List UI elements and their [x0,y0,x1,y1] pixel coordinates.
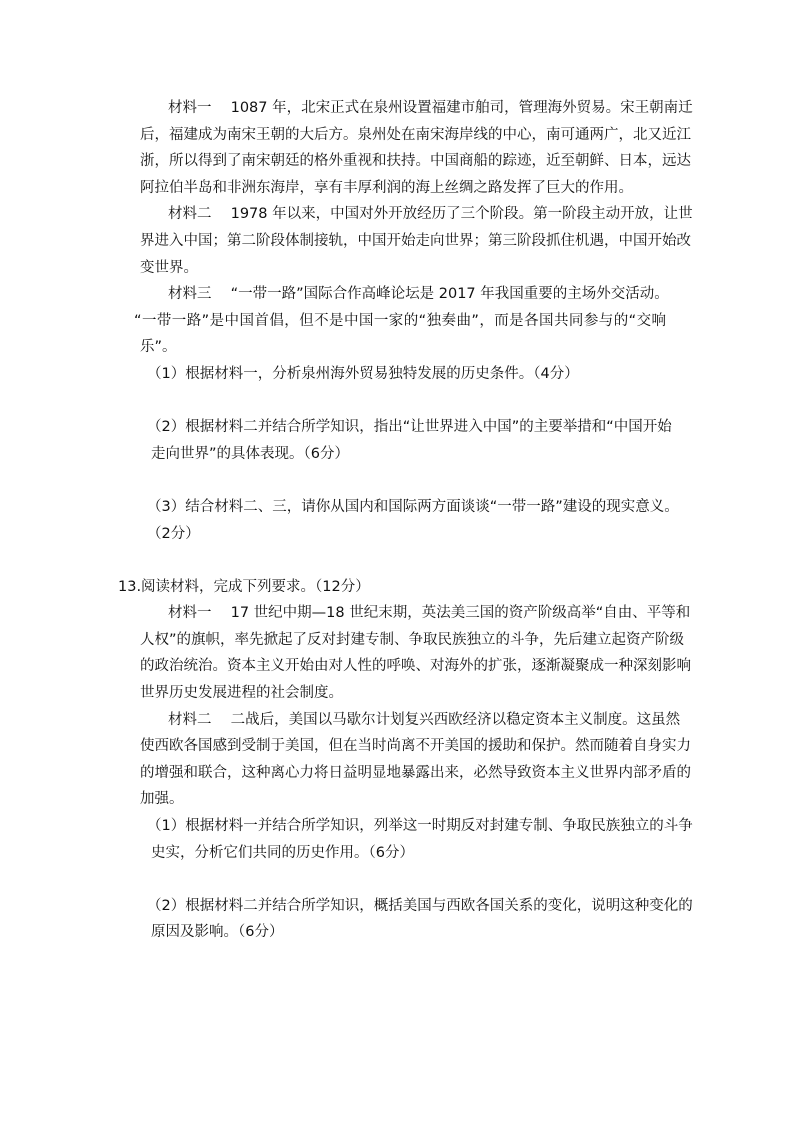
material-1 [0,95,794,201]
text-line: 材料二 二战后，美国以马歇尔计划复兴西欧经济以稳定资本主义制度。这虽然 [168,711,681,728]
text-line: 材料二 1978 年以来，中国对外开放经历了三个阶段。第一阶段主动开放，让世 [168,206,693,223]
q13-question-1 [0,813,794,866]
text-line: 乐”。 [140,339,177,356]
text-line: “一带一路”是中国首倡，但不是中国一家的“独奏曲”，而是各国共同参与的“交响 [134,312,666,329]
q13-question-2 [0,893,794,946]
text-line: （3）结合材料二、三，请你从国内和国际两方面谈谈“一带一路”建设的现实意义。 [147,498,679,515]
text-line: 史实，分析它们共同的历史作用。（6分） [151,844,414,861]
question-13-heading: 13.阅读材料，完成下列要求。（12分） [118,578,370,595]
text-line: 使西欧各国感到受制于美国，但在当时尚离不开美国的援助和保护。然而随着自身实力 [140,738,691,755]
text-line: 原因及影响。（6分） [151,924,284,941]
text-line: 加强。 [140,791,184,808]
text-line: 变世界。 [140,259,198,276]
material-3 [0,281,794,361]
text-line: （2）根据材料二并结合所学知识，指出“让世界进入中国”的主要举措和“中国开始 [147,419,672,436]
text-line: 材料一 17 世纪中期—18 世纪末期，英法美三国的资产阶级高举“自由、平等和 [168,605,691,622]
text-line: （1）根据材料一并结合所学知识，列举这一时期反对封建专制、争取民族独立的斗争 [147,818,693,835]
text-line: 人权”的旗帜，率先掀起了反对封建专制、争取民族独立的斗争，先后建立起资产阶级 [140,631,685,648]
text-line: 材料三 “一带一路”国际合作高峰论坛是 2017 年我国重要的主场外交活动。 [168,286,669,303]
material-2 [0,201,794,281]
text-line: （2分） [147,525,200,542]
text-line: 走向世界”的具体表现。（6分） [151,445,349,462]
text-line: 世界历史发展进程的社会制度。 [140,685,343,702]
text-line: 界进入中国；第二阶段体制接轨，中国开始走向世界；第三阶段抓住机遇，中国开始改 [140,232,691,249]
question-1: （1）根据材料一，分析泉州海外贸易独特发展的历史条件。（4分） [147,365,579,382]
question-2 [0,414,794,467]
text-line: 浙，所以得到了南宋朝廷的格外重视和扶持。中国商船的踪迹，近至朝鲜、日本，远达 [140,153,691,170]
text-line: 材料一 1087 年，北宋正式在泉州设置福建市舶司，管理海外贸易。宋王朝南迁 [168,100,693,116]
document-page [0,95,794,946]
text-line: 的增强和联合，这种离心力将日益明显地暴露出来，必然导致资本主义世界内部矛盾的 [140,764,691,781]
text-line: 的政治统治。资本主义开始由对人性的呼唤、对海外的扩张，逐渐凝聚成一种深刻影响 [140,658,691,675]
question-3 [0,494,794,547]
text-line: 阿拉伯半岛和非洲东海岸，享有丰厚利润的海上丝绸之路发挥了巨大的作用。 [140,179,633,196]
q13-material-1 [0,600,794,706]
q13-material-2 [0,707,794,813]
text-line: （2）根据材料二并结合所学知识，概括美国与西欧各国关系的变化，说明这种变化的 [147,897,693,914]
text-line: 后，福建成为南宋王朝的大后方。泉州处在南宋海岸线的中心，南可通两广，北又近江 [140,126,691,143]
